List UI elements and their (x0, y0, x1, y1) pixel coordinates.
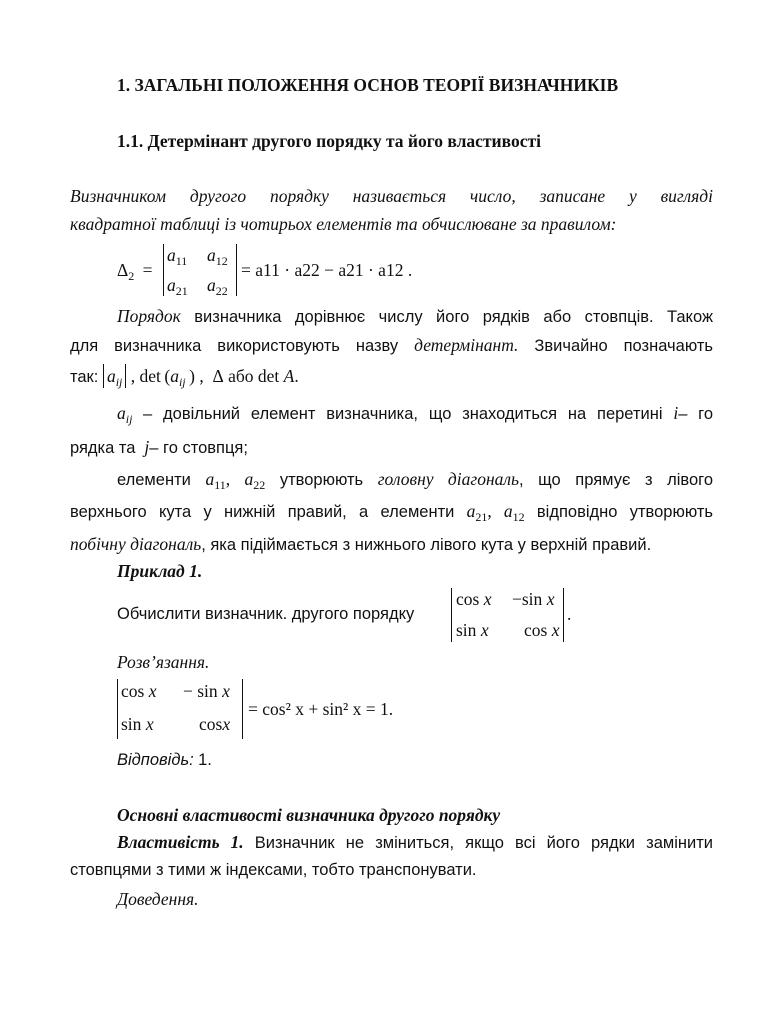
definition-line-2: квадратної таблиці із чотирьох елементів та обчислюване за правилом: (70, 214, 617, 234)
ex-cell-11: cos x (456, 589, 492, 609)
order-line-3: так: $a_{ij}$ , $\det (a_{ij}$ ) , Δ або det A. (70, 366, 299, 389)
formula1-rhs: = a11 · a22 − a21 · a12 . (241, 260, 413, 280)
order-line-2: для визначника використовують назву детермінант. Звичайно позначають (70, 335, 713, 355)
ex-det-bar-right (563, 588, 564, 642)
diag-line-2: верхнього кута у нижній правий, а елементи $a_{21}$, $a_{12}$ відповідно утворюють (70, 501, 714, 524)
ex-period: . (567, 604, 572, 624)
ex-cell-22: cos x (524, 620, 560, 640)
diag-line-1: елементи $a_{11}$, $a_{22}$ утворюють головну діагональ, що прямує з лівого (117, 469, 713, 492)
aij-line-1: $a_{ij}$ – довільний елемент визначника, що знаходиться на перетині i– го (117, 403, 714, 426)
delta-symbol: $\Delta_2$ = (117, 260, 153, 283)
example-task: Обчислити визначник. другого порядку (117, 605, 415, 623)
sol-cell-21: sin x (121, 714, 154, 734)
example-title: Приклад 1. (117, 561, 203, 581)
ex-det-bar-left (451, 588, 452, 642)
ex-cell-21: sin x (456, 620, 489, 640)
chapter-heading: 1. ЗАГАЛЬНІ ПОЛОЖЕННЯ ОСНОВ ТЕОРІЇ ВИЗНАЧНИКІВ (117, 75, 619, 95)
answer-line: Відповідь: 1. (117, 751, 212, 769)
det-bar-right (236, 244, 237, 296)
sol-cell-22: cosx (199, 714, 231, 734)
proof-label: Доведення. (117, 889, 199, 909)
section-heading: 1.1. Детермінант другого порядку та його властивості (117, 131, 541, 151)
det-bar-left (163, 244, 164, 296)
sol-det-bar-right (242, 679, 243, 739)
matrix-a22: $a_{22}$ (207, 275, 228, 298)
property-1-line-1: Властивість 1. Визначник не зміниться, якщо всі його рядки замінити (117, 832, 714, 852)
sol-cell-11: cos x (121, 681, 157, 701)
properties-title: Основні властивості визначника другого порядку (117, 805, 501, 825)
aij-line-2: рядка та j– го стовпця; (70, 437, 248, 457)
diag-line-3: побічну діагональ, яка підіймається з нижнього лівого кута у верхній правий. (70, 534, 652, 554)
solution-result: = cos² x + sin² x = 1. (248, 699, 394, 719)
property-1-line-2: стовпцями з тими ж індексами, тобто транспонувати. (70, 861, 477, 879)
sol-cell-12: − sin x (183, 681, 230, 701)
matrix-a12: $a_{12}$ (207, 245, 228, 268)
definition-line-1: Визначником другого порядку називається число, записане у вигляді (70, 186, 713, 206)
matrix-a21: $a_{21}$ (167, 275, 188, 298)
solution-label: Розв’язання. (117, 652, 210, 672)
order-line-1: Порядок визначника дорівнює числу його рядків або стовпців. Також (117, 306, 713, 326)
sol-det-bar-left (117, 679, 118, 739)
ex-cell-12: −sin x (512, 589, 555, 609)
matrix-a11: $a_{11}$ (167, 245, 188, 268)
